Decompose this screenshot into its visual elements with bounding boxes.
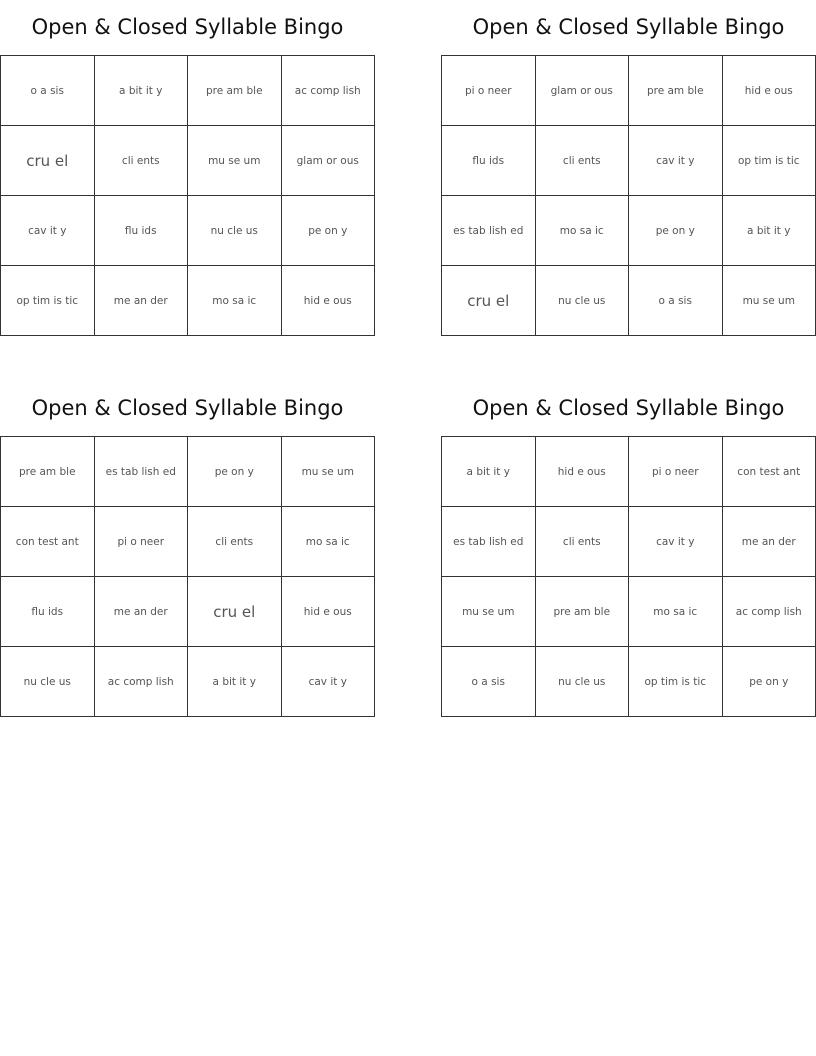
bingo-cell: pre am ble	[629, 56, 723, 126]
bingo-card-2	[441, 0, 816, 310]
bingo-cell: nu cle us	[1, 647, 95, 717]
bingo-cell: cli ents	[536, 126, 630, 196]
bingo-cell: op tim is tic	[1, 266, 95, 336]
bingo-cell: es tab lish ed	[95, 437, 189, 507]
bingo-cell: hid e ous	[536, 437, 630, 507]
bingo-cell: me an der	[95, 577, 189, 647]
bingo-cell: mu se um	[723, 266, 816, 336]
bingo-cell: ac comp lish	[723, 577, 816, 647]
bingo-cell: pre am ble	[188, 56, 282, 126]
bingo-cell: op tim is tic	[629, 647, 723, 717]
bingo-cell: nu cle us	[536, 647, 630, 717]
bingo-cell: cli ents	[536, 507, 630, 577]
bingo-cell: mo sa ic	[282, 507, 376, 577]
bingo-cell: pi o neer	[95, 507, 189, 577]
bingo-cell: flu ids	[442, 126, 536, 196]
bingo-card-4	[441, 381, 816, 688]
bingo-cell: cli ents	[95, 126, 189, 196]
bingo-cell: mo sa ic	[629, 577, 723, 647]
bingo-cell: a bit it y	[723, 196, 816, 266]
bingo-grid	[0, 436, 375, 717]
bingo-card-1	[0, 0, 375, 307]
bingo-cell: hid e ous	[282, 577, 376, 647]
bingo-cell: ac comp lish	[282, 56, 376, 126]
bingo-cell: ac comp lish	[95, 647, 189, 717]
bingo-cell: o a sis	[1, 56, 95, 126]
bingo-cell: pi o neer	[629, 437, 723, 507]
card-title: Open & Closed Syllable Bingo	[31, 15, 344, 39]
bingo-cell: hid e ous	[723, 56, 816, 126]
bingo-cell: pe on y	[282, 196, 376, 266]
bingo-cell: cav it y	[629, 507, 723, 577]
bingo-cell: es tab lish ed	[442, 507, 536, 577]
bingo-cell: pre am ble	[1, 437, 95, 507]
bingo-cell: glam or ous	[536, 56, 630, 126]
bingo-cell: pi o neer	[442, 56, 536, 126]
bingo-cell: o a sis	[629, 266, 723, 336]
bingo-cell: o a sis	[442, 647, 536, 717]
bingo-cell: mu se um	[442, 577, 536, 647]
bingo-cell: cav it y	[1, 196, 95, 266]
bingo-cell: mu se um	[282, 437, 376, 507]
bingo-cell: mo sa ic	[188, 266, 282, 336]
bingo-cell: con test ant	[723, 437, 816, 507]
bingo-cell: mu se um	[188, 126, 282, 196]
card-title: Open & Closed Syllable Bingo	[472, 15, 785, 39]
bingo-cell: cli ents	[188, 507, 282, 577]
bingo-cell: mo sa ic	[536, 196, 630, 266]
bingo-grid	[441, 55, 816, 336]
bingo-cell-featured: cru el	[442, 266, 536, 336]
bingo-cell: hid e ous	[282, 266, 376, 336]
bingo-cell: pe on y	[188, 437, 282, 507]
bingo-grid	[441, 436, 816, 717]
bingo-cell: glam or ous	[282, 126, 376, 196]
bingo-cell-featured: cru el	[1, 126, 95, 196]
bingo-cell: a bit it y	[442, 437, 536, 507]
bingo-cell: flu ids	[1, 577, 95, 647]
bingo-cell: nu cle us	[536, 266, 630, 336]
bingo-grid	[0, 55, 375, 336]
bingo-cell: me an der	[723, 507, 816, 577]
bingo-cell: cav it y	[282, 647, 376, 717]
card-title: Open & Closed Syllable Bingo	[472, 396, 785, 420]
bingo-cell: op tim is tic	[723, 126, 816, 196]
bingo-cell: pe on y	[629, 196, 723, 266]
bingo-cell: nu cle us	[188, 196, 282, 266]
bingo-cell: es tab lish ed	[442, 196, 536, 266]
bingo-cell: a bit it y	[95, 56, 189, 126]
bingo-card-3	[0, 381, 375, 688]
bingo-cell: a bit it y	[188, 647, 282, 717]
bingo-cell: pe on y	[723, 647, 816, 717]
bingo-cell: pre am ble	[536, 577, 630, 647]
bingo-cell: flu ids	[95, 196, 189, 266]
bingo-cell: con test ant	[1, 507, 95, 577]
bingo-cell: cav it y	[629, 126, 723, 196]
bingo-cell: me an der	[95, 266, 189, 336]
card-title: Open & Closed Syllable Bingo	[31, 396, 344, 420]
bingo-cell-featured: cru el	[188, 577, 282, 647]
